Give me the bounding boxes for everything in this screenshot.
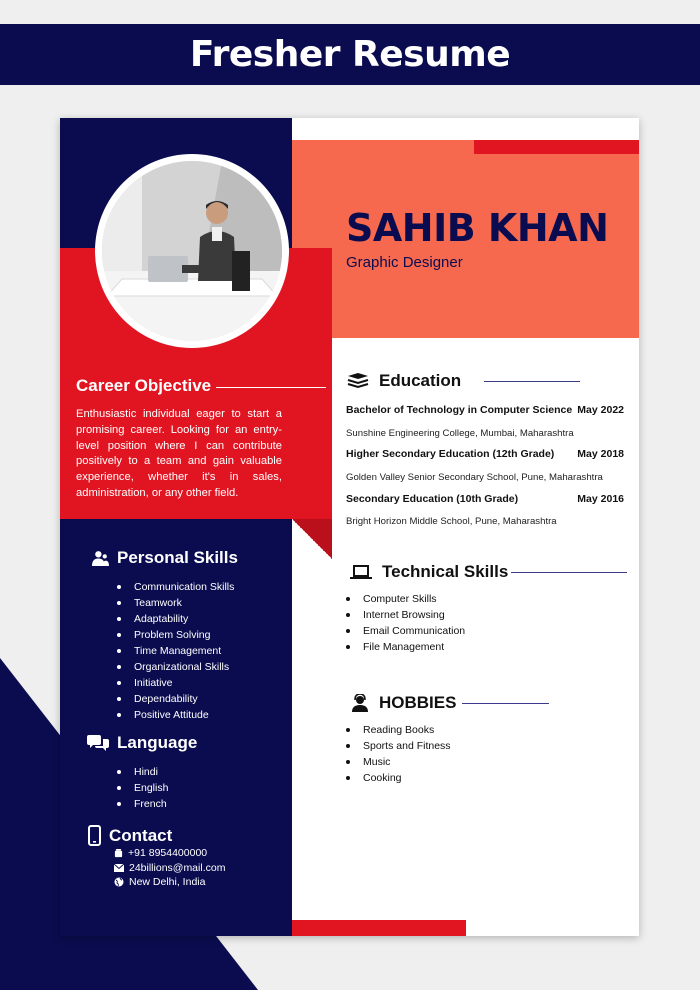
degree-title: Bachelor of Technology in Computer Science: [346, 404, 573, 416]
hobbies-divider: [462, 703, 549, 704]
job-title: Graphic Designer: [346, 254, 463, 271]
list-item: Dependability: [117, 691, 234, 707]
list-item: Communication Skills: [117, 579, 234, 595]
list-item: Initiative: [117, 675, 234, 691]
list-item: File Management: [346, 639, 465, 655]
profile-photo: [102, 161, 282, 341]
education-entry-1: [346, 404, 624, 416]
profile-photo-illustration: [102, 161, 282, 341]
hobbies-list: [346, 722, 451, 786]
banner-title: Fresher Resume: [189, 34, 511, 75]
career-objective-text: Enthusiastic individual eager to start a promising career. Looking for an entry-level position where I can contribute positively to a team and gain valuable experience, whether it's in sales, administration, or any other field.: [76, 408, 282, 499]
school-name: Golden Valley Senior Secondary School, Pune, Maharashtra: [346, 472, 603, 483]
education-entry-2: [346, 448, 624, 460]
career-objective-heading: Career Objective: [76, 376, 212, 395]
contact-email: [114, 862, 225, 874]
list-item: Positive Attitude: [117, 707, 234, 723]
phone-icon: [114, 849, 123, 858]
accent-strip-bottom: [292, 920, 466, 936]
chat-bubbles-icon: [87, 735, 109, 751]
list-item: Reading Books: [346, 722, 451, 738]
list-item: Sports and Fitness: [346, 738, 451, 754]
profile-photo-frame: [95, 154, 289, 348]
mobile-phone-icon: [88, 825, 101, 846]
technical-skills-heading: [350, 562, 508, 582]
degree-title: Higher Secondary Education (12th Grade): [346, 448, 555, 460]
candidate-name: SAHIB KHAN: [346, 206, 609, 250]
education-divider: [484, 381, 580, 382]
list-item: Hindi: [117, 764, 168, 780]
technical-skills-title: Technical Skills: [382, 562, 509, 581]
contact-title: Contact: [109, 825, 173, 845]
location: New Delhi, India: [129, 876, 206, 888]
list-item: English: [117, 780, 168, 796]
hobbies-heading: [351, 693, 456, 713]
books-icon: [347, 372, 369, 390]
envelope-icon: [114, 864, 124, 872]
school-name: Sunshine Engineering College, Mumbai, Maharashtra: [346, 428, 574, 439]
list-item: Teamwork: [117, 595, 234, 611]
globe-icon: [114, 877, 124, 887]
list-item: Time Management: [117, 643, 234, 659]
personal-skills-heading: [92, 548, 238, 568]
degree-date: May 2018: [577, 448, 624, 460]
email-address: 24billions@mail.com: [129, 862, 226, 874]
education-heading: [347, 371, 461, 391]
personal-skills-list: [117, 579, 234, 723]
list-item: Email Communication: [346, 623, 465, 639]
contact-phone: [114, 847, 207, 859]
list-item: Adaptability: [117, 611, 234, 627]
career-divider: [216, 387, 326, 388]
list-item: Computer Skills: [346, 591, 465, 607]
resume-sheet: [60, 118, 639, 936]
technical-skills-list: [346, 591, 465, 655]
list-item: Cooking: [346, 770, 451, 786]
list-item: Music: [346, 754, 451, 770]
technical-skills-divider: [511, 572, 627, 573]
accent-fold: [292, 519, 332, 559]
language-title: Language: [117, 733, 198, 752]
degree-date: May 2016: [577, 493, 624, 505]
list-item: Internet Browsing: [346, 607, 465, 623]
education-title: Education: [379, 371, 462, 390]
list-item: Problem Solving: [117, 627, 234, 643]
list-item: French: [117, 796, 168, 812]
name-block: [346, 206, 608, 271]
degree-date: May 2022: [577, 404, 624, 416]
personal-skills-title: Personal Skills: [117, 548, 238, 567]
language-heading: [87, 733, 197, 753]
top-banner: [0, 24, 700, 85]
language-list: [117, 764, 168, 812]
school-name: Bright Horizon Middle School, Pune, Maharashtra: [346, 516, 557, 527]
people-icon: [92, 550, 109, 567]
hobbies-title: HOBBIES: [379, 693, 457, 712]
education-entry-3: [346, 493, 624, 505]
person-headset-icon: [351, 694, 369, 712]
contact-location: [114, 876, 205, 888]
list-item: Organizational Skills: [117, 659, 234, 675]
degree-title: Secondary Education (10th Grade): [346, 493, 519, 505]
contact-heading: [88, 825, 172, 846]
laptop-icon: [350, 564, 372, 580]
phone-number: +91 8954400000: [128, 847, 208, 859]
accent-strip-top: [474, 140, 639, 154]
